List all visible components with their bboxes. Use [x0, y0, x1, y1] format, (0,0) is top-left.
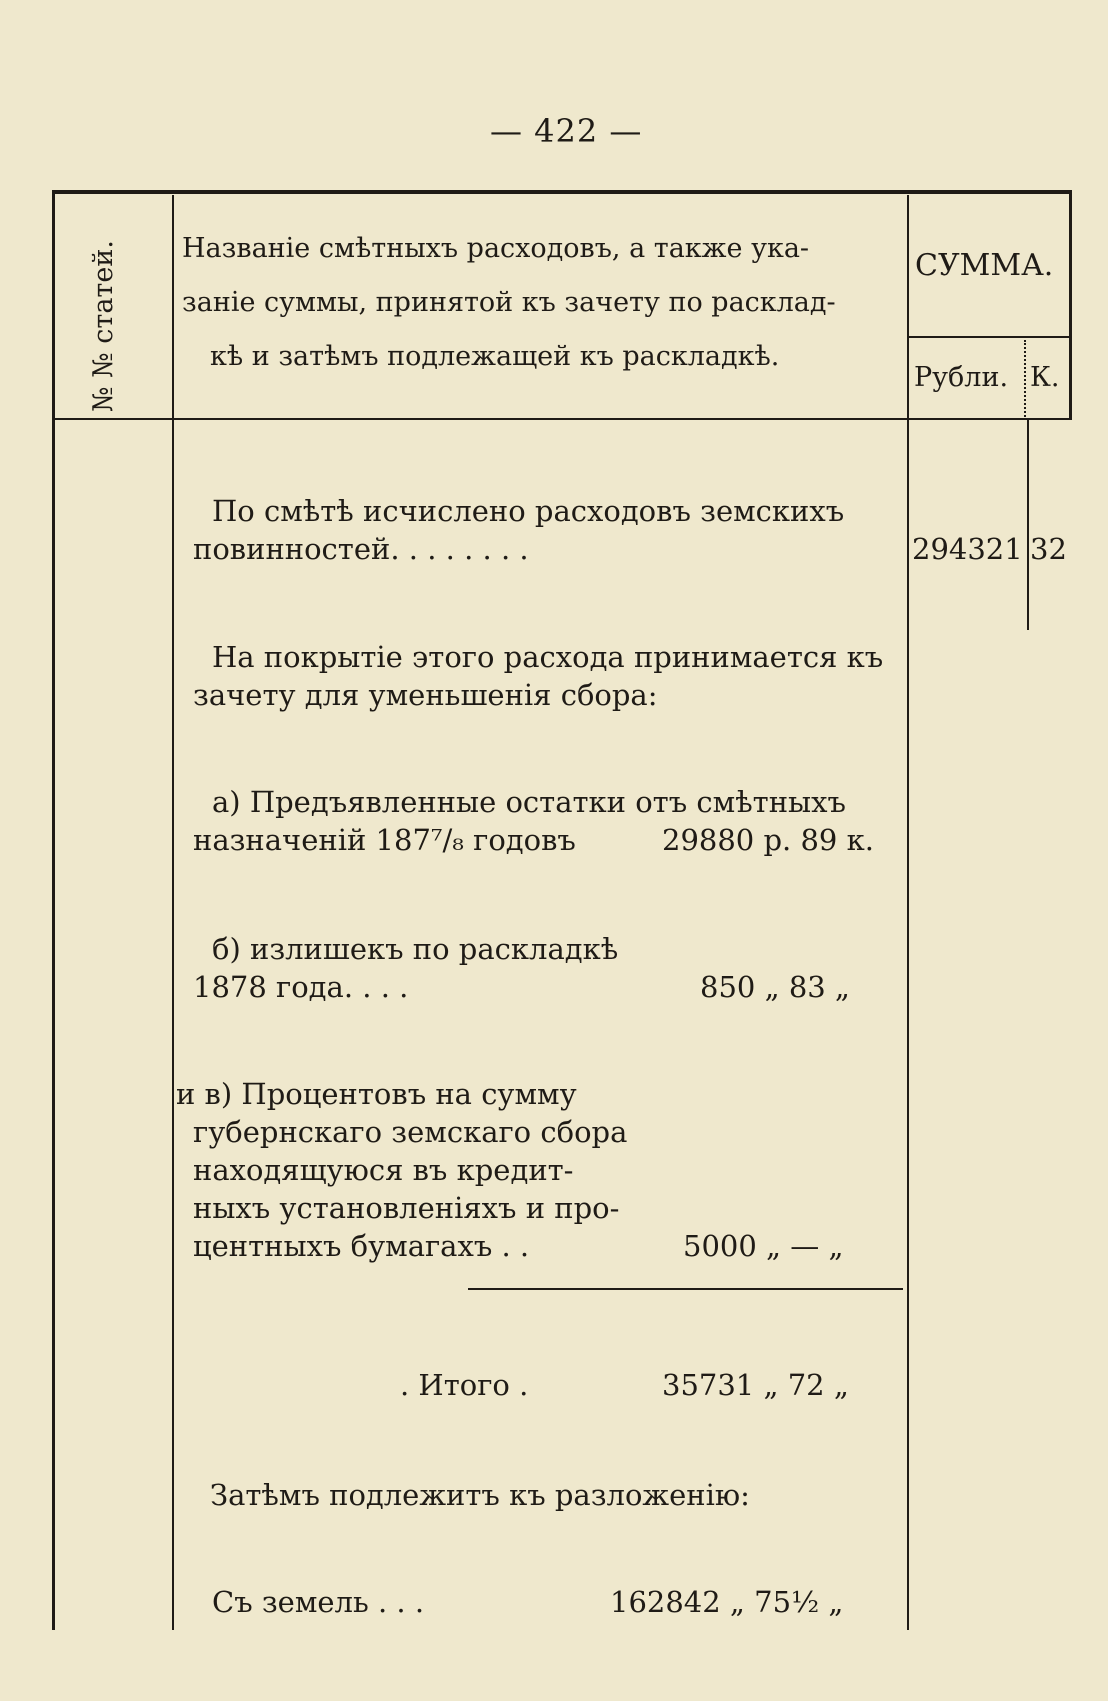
estimate-kopecks: 32 [1030, 532, 1067, 566]
header-bottom-border [52, 418, 1072, 420]
item-a-line-1: а) Предъявленные остатки отъ смѣтныхъ [212, 785, 846, 819]
table-left-border [52, 190, 55, 1630]
item-c-line-1: и в) Процентовъ на сумму [176, 1077, 577, 1111]
coverage-line-2: зачету для уменьшенія сбора: [193, 678, 658, 712]
page-number: — 422 — [490, 112, 643, 150]
column-divider-kopecks [1027, 420, 1029, 630]
total-label: . Итого . [400, 1368, 529, 1402]
item-c-line-5: центныхъ бумагахъ . . [193, 1229, 530, 1263]
column-divider-sum [907, 195, 909, 1630]
sum-subheader-divider [908, 336, 1069, 338]
rubles-header: Рубли. [914, 362, 1009, 393]
item-c-line-2: губернскаго земскаго сбора [193, 1115, 628, 1149]
estimate-rubles: 294321 [912, 532, 1023, 566]
item-a-line-2: назначеній 187⁷/₈ годовъ [193, 823, 576, 857]
item-b-line-2: 1878 года. . . . [193, 970, 409, 1004]
lands-amount: 162842 „ 75½ „ [610, 1585, 844, 1619]
kopecks-header: К. [1030, 362, 1060, 393]
name-header-line-1: Названіе смѣтныхъ расходовъ, а также ука- [182, 233, 810, 264]
articles-column-header: № № статей. [88, 240, 119, 412]
remainder-heading: Затѣмъ подлежитъ къ разложенію: [210, 1478, 750, 1512]
table-right-border [1069, 190, 1072, 420]
name-header-line-3: кѣ и затѣмъ подлежащей къ раскладкѣ. [210, 341, 780, 372]
item-c-line-3: находящуюся въ кредит- [193, 1153, 574, 1187]
item-c-amount: 5000 „ — „ [683, 1229, 844, 1263]
coverage-line-1: На покрытіе этого расхода принимается къ [212, 640, 884, 674]
item-b-line-1: б) излишекъ по раскладкѣ [212, 932, 619, 966]
item-c-line-4: ныхъ установленіяхъ и про- [193, 1191, 620, 1225]
item-b-amount: 850 „ 83 „ [700, 970, 850, 1004]
estimate-line-2: повинностей. . . . . . . . [193, 532, 529, 566]
sum-header: СУММА. [915, 248, 1054, 283]
estimate-line-1: По смѣтѣ исчислено расходовъ земскихъ [212, 494, 845, 528]
lands-label: Съ земель . . . [212, 1585, 425, 1619]
total-amount: 35731 „ 72 „ [662, 1368, 849, 1402]
item-a-amount: 29880 р. 89 к. [662, 823, 874, 857]
name-header-line-2: заніе суммы, принятой къ зачету по расклад- [182, 287, 836, 318]
table-top-border [52, 190, 1072, 194]
subtotal-rule [468, 1288, 903, 1290]
column-divider-kopecks-header [1024, 340, 1026, 420]
column-divider-articles [172, 195, 174, 1630]
